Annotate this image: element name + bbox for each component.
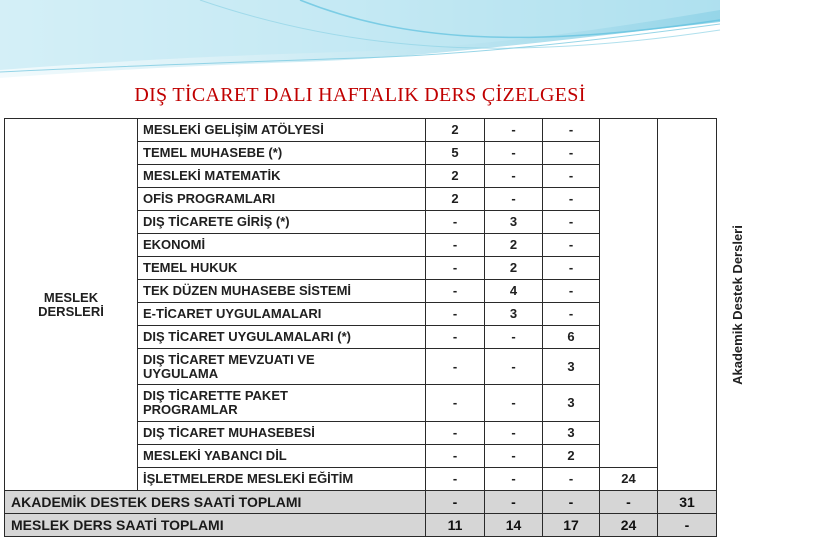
- course-name: EKONOMİ: [138, 234, 426, 257]
- hours-cell: 2: [543, 445, 600, 468]
- hours-cell: 5: [426, 142, 485, 165]
- course-name: E-TİCARET UYGULAMALARI: [138, 303, 426, 326]
- hours-cell: -: [543, 211, 600, 234]
- hours-cell: -: [426, 468, 485, 491]
- slide-title: DIŞ TİCARET DALI HAFTALIK DERS ÇİZELGESİ: [134, 84, 586, 106]
- hours-cell: -: [543, 142, 600, 165]
- total-cell: 31: [658, 491, 717, 514]
- weekly-schedule-table: [4, 118, 745, 537]
- course-name: OFİS PROGRAMLARI: [138, 188, 426, 211]
- total-cell: -: [485, 491, 543, 514]
- total-cell: -: [543, 491, 600, 514]
- total-cell: 14: [485, 514, 543, 537]
- hours-cell: 2: [485, 234, 543, 257]
- hours-cell: -: [426, 280, 485, 303]
- hours-cell: -: [426, 445, 485, 468]
- hours-cell: 6: [543, 326, 600, 349]
- course-name: TEMEL HUKUK: [138, 257, 426, 280]
- group-label-line1: MESLEK: [43, 289, 99, 305]
- hours-cell: 3: [543, 422, 600, 445]
- header-wave-banner: [0, 0, 720, 90]
- hours-cell: -: [543, 234, 600, 257]
- total-cell: 17: [543, 514, 600, 537]
- side-label: Akademik Destek Dersleri: [729, 224, 745, 385]
- side-label-cell: [658, 119, 745, 491]
- course-name: DIŞ TİCARET MUHASEBESİ: [138, 422, 426, 445]
- hours-cell: 3: [543, 385, 600, 422]
- course-name: TEMEL MUHASEBE (*): [138, 142, 426, 165]
- course-name: MESLEKİ YABANCI DİL: [138, 445, 426, 468]
- course-name-two-line: [138, 349, 426, 385]
- total-cell: 11: [426, 514, 485, 537]
- hours-cell: -: [485, 349, 543, 385]
- hours-cell: -: [426, 422, 485, 445]
- hours-cell: -: [485, 445, 543, 468]
- total-label: AKADEMİK DESTEK DERS SAATİ TOPLAMI: [5, 491, 426, 514]
- hours-cell: -: [426, 257, 485, 280]
- hours-cell: 2: [426, 119, 485, 142]
- course-name-line1: DIŞ TİCARETTE PAKET: [143, 388, 288, 403]
- course-name: MESLEKİ GELİŞİM ATÖLYESİ: [138, 119, 426, 142]
- hours-cell: -: [543, 165, 600, 188]
- total-cell: 24: [600, 514, 658, 537]
- hours-cell: 2: [426, 165, 485, 188]
- hours-cell: 3: [485, 211, 543, 234]
- course-name: MESLEKİ MATEMATİK: [138, 165, 426, 188]
- hours-cell: -: [426, 303, 485, 326]
- total-label: MESLEK DERS SAATİ TOPLAMI: [5, 514, 426, 537]
- hours-cell: 3: [543, 349, 600, 385]
- hours-cell: 24: [600, 468, 658, 491]
- hours-cell: -: [426, 326, 485, 349]
- hours-cell: -: [485, 165, 543, 188]
- hours-cell: -: [426, 211, 485, 234]
- course-name: DIŞ TİCARET UYGULAMALARI (*): [138, 326, 426, 349]
- hours-cell: 3: [485, 303, 543, 326]
- hours-cell: -: [485, 326, 543, 349]
- total-cell: -: [600, 491, 658, 514]
- hours-cell: -: [485, 188, 543, 211]
- group-label-line2: DERSLERİ: [38, 303, 104, 319]
- empty-cell: [600, 119, 658, 468]
- hours-cell: -: [543, 303, 600, 326]
- course-name-two-line: [138, 385, 426, 422]
- group-label-cell: [5, 119, 138, 491]
- hours-cell: -: [485, 142, 543, 165]
- hours-cell: -: [543, 257, 600, 280]
- hours-cell: -: [426, 349, 485, 385]
- hours-cell: -: [485, 385, 543, 422]
- hours-cell: -: [543, 188, 600, 211]
- hours-cell: 4: [485, 280, 543, 303]
- course-name: DIŞ TİCARETE GİRİŞ (*): [138, 211, 426, 234]
- course-name: TEK DÜZEN MUHASEBE SİSTEMİ: [138, 280, 426, 303]
- hours-cell: -: [543, 468, 600, 491]
- course-name: İŞLETMELERDE MESLEKİ EĞİTİM: [138, 468, 426, 491]
- hours-cell: -: [543, 280, 600, 303]
- total-cell: -: [426, 491, 485, 514]
- total-cell: -: [658, 514, 717, 537]
- hours-cell: -: [426, 385, 485, 422]
- course-name-line2: PROGRAMLAR: [143, 402, 238, 417]
- hours-cell: -: [485, 468, 543, 491]
- hours-cell: -: [485, 422, 543, 445]
- hours-cell: -: [485, 119, 543, 142]
- course-name-line1: DIŞ TİCARET MEVZUATI VE: [143, 351, 315, 367]
- hours-cell: -: [543, 119, 600, 142]
- hours-cell: -: [426, 234, 485, 257]
- course-name-line2: UYGULAMA: [143, 365, 219, 381]
- hours-cell: 2: [485, 257, 543, 280]
- hours-cell: 2: [426, 188, 485, 211]
